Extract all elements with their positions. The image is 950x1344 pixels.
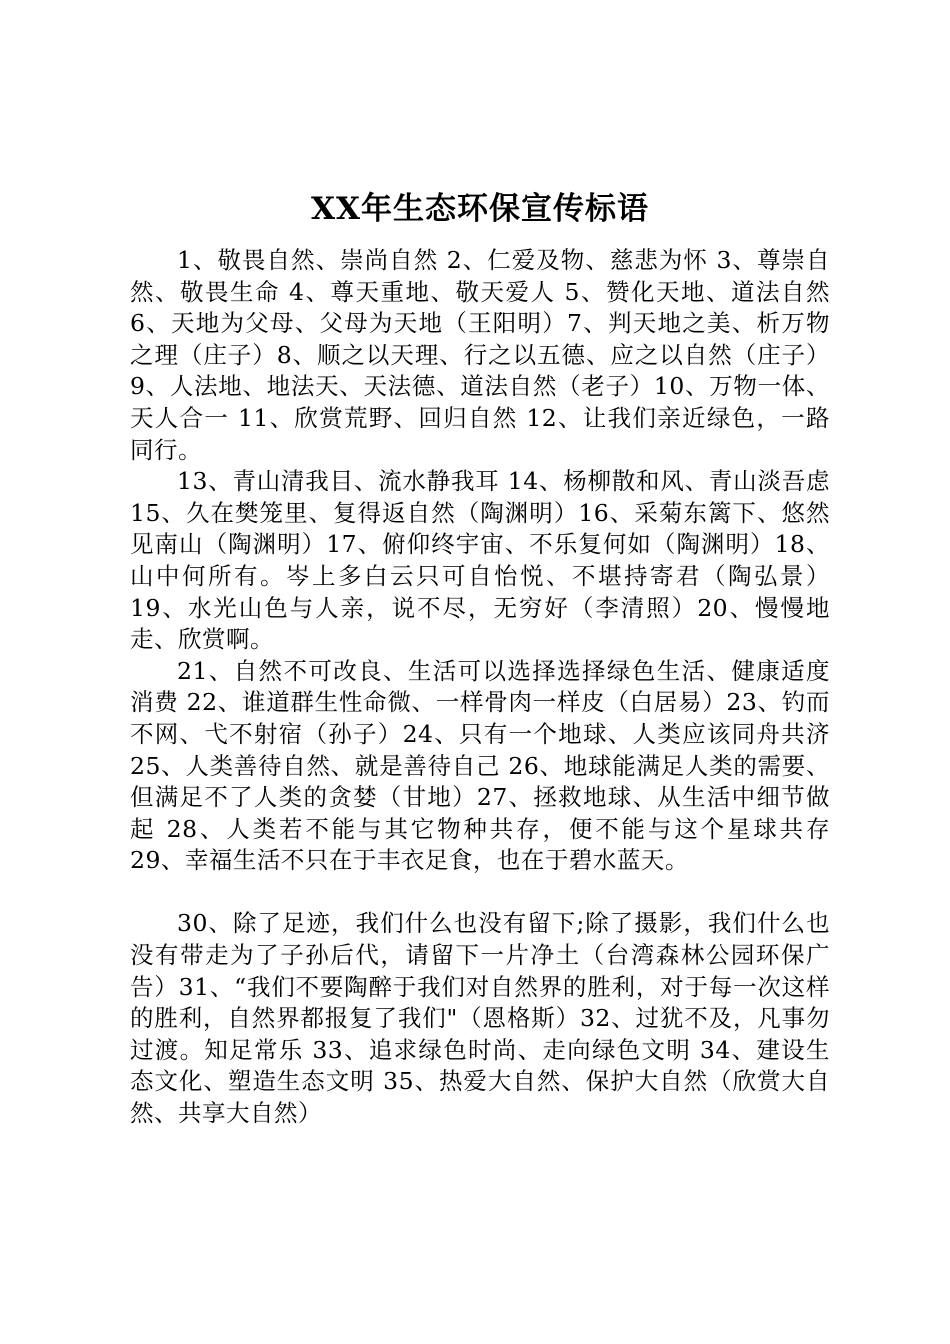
paragraph-spacer	[130, 877, 830, 909]
paragraph-3: 21、自然不可改良、生活可以选择选择绿色生活、健康适度消费 22、谁道群生性命微、一样骨肉一样皮（白居易）23、钓而不网、弋不射宿（孙子）24、只有一个地球、人类应该同舟共济 25、人类善待自然、就是善待自己 26、地球能满足人类的需要、但满足不了人类的贪婪（甘地）27、拯救地球、从生活中细节做起 28、人类若不能与其它物种共存，便不能与这个星球共存 29、幸福生活不只在于丰衣足食，也在于碧水蓝天。	[130, 656, 830, 875]
paragraph-2: 13、青山清我目、流水静我耳 14、杨柳散和风、青山淡吾虑 15、久在樊笼里、复得返自然（陶渊明）16、采菊东篱下、悠然见南山（陶渊明）17、俯仰终宇宙、不乐复何如（陶渊明）18、山中何所有。岑上多白云只可自怡悦、不堪持寄君（陶弘景）19、水光山色与人亲，说不尽，无穷好（李清照）20、慢慢地走、欣赏啊。	[130, 467, 830, 654]
paragraph-4: 30、除了足迹，我们什么也没有留下;除了摄影，我们什么也没有带走为了子孙后代，请留下一片净土（台湾森林公园环保广告）31、“我们不要陶醉于我们对自然界的胜利，对于每一次这样的胜利，自然界都报复了我们"（恩格斯）32、过犹不及，凡事勿过渡。知足常乐 33、追求绿色时尚、走向绿色文明 34、建设生态文化、塑造生态文明 35、热爱大自然、保护大自然（欣赏大自然、共享大自然）	[130, 909, 830, 1128]
document-page	[130, 183, 830, 1130]
document-title: XX年生态环保宣传标语	[310, 191, 650, 227]
paragraph-1: 1、敬畏自然、崇尚自然 2、仁爱及物、慈悲为怀 3、尊崇自然、敬畏生命 4、尊天重地、敬天爱人 5、赞化天地、道法自然 6、天地为父母、父母为天地（王阳明）7、判天地之美、析万物之理（庄子）8、顺之以天理、行之以五德、应之以自然（庄子）9、人法地、地法天、天法德、道法自然（老子）10、万物一体、天人合一 11、欣赏荒野、回归自然 12、让我们亲近绿色，一路同行。	[130, 246, 830, 464]
